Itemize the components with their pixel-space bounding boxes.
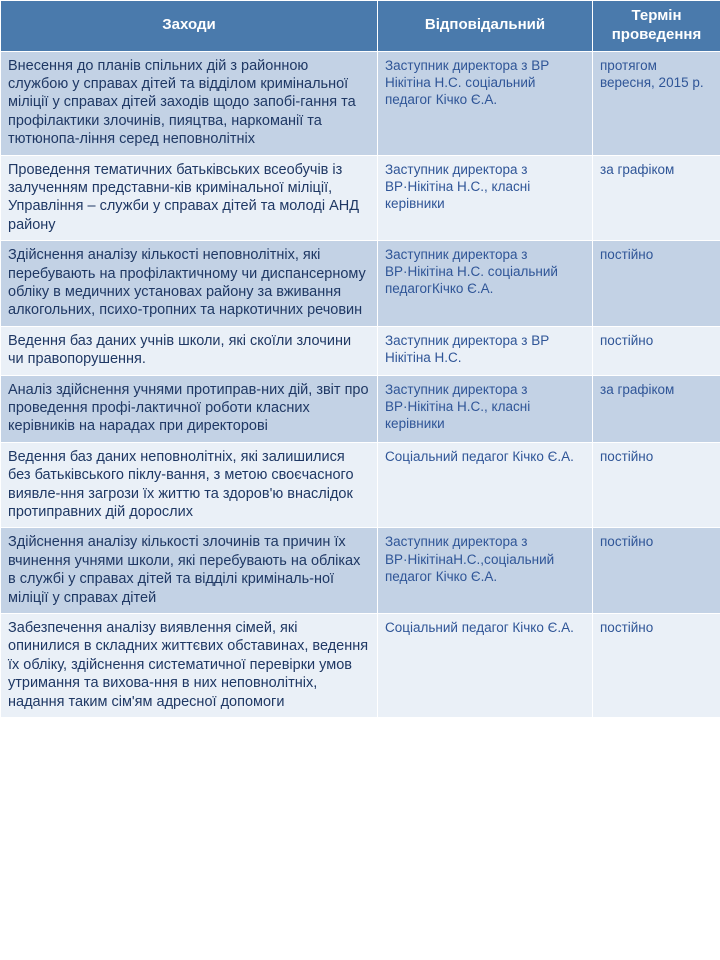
- cell-measure: Внесення до планів спільних дій з районною службою у справах дітей та відділом кримінальної міліції у справах дітей заходів щодо запобі-гання та профілактики злочинів, пияцтва, наркоманії та тютюнопа-ління серед неповнолітніх: [1, 51, 378, 155]
- table-header-row: [1, 1, 720, 52]
- cell-term: постійно: [593, 241, 720, 327]
- cell-term: постійно: [593, 528, 720, 614]
- cell-term: постійно: [593, 614, 720, 718]
- cell-term: постійно: [593, 326, 720, 375]
- column-header-measure: Заходи: [1, 1, 378, 52]
- table-row: [1, 375, 720, 442]
- cell-measure: Здійснення аналізу кількості неповнолітніх, які перебувають на профілактичному чи диспансерному обліку в медичних установах району за вживання алкогольних, психо-тропних та наркотичних речовин: [1, 241, 378, 327]
- table-row: [1, 326, 720, 375]
- cell-responsible: Соціальний педагог Кічко Є.А.: [378, 614, 593, 718]
- table-row: [1, 155, 720, 241]
- cell-term: за графіком: [593, 155, 720, 241]
- cell-responsible: Соціальний педагог Кічко Є.А.: [378, 442, 593, 528]
- cell-term: постійно: [593, 442, 720, 528]
- table-row: [1, 51, 720, 155]
- cell-measure: Проведення тематичних батьківських всеобучів із залученням представни-ків кримінальної міліції, Управління – служби у справах дітей та молоді АНД району: [1, 155, 378, 241]
- table-row: [1, 241, 720, 327]
- table-row: [1, 614, 720, 718]
- cell-responsible: Заступник директора з ВР·Нікітіна Н.С., класні керівники: [378, 375, 593, 442]
- cell-measure: Здійснення аналізу кількості злочинів та причин їх вчинення учнями школи, які перебувають на обліках в службі у справах дітей та відділі криміналь-ної міліції у справах дітей: [1, 528, 378, 614]
- cell-responsible: Заступник директора з ВР Нікітіна Н.С.: [378, 326, 593, 375]
- cell-measure: Забезпечення аналізу виявлення сімей, які опинилися в складних життєвих обставинах, ведення їх обліку, здійснення систематичної перевірки умов утримання та вихова-ння в них неповнолітніх, надання таким сім'ям адресної допомоги: [1, 614, 378, 718]
- column-header-term: Термін проведення: [593, 1, 720, 52]
- cell-responsible: Заступник директора з ВР·НікітінаН.С.,соціальний педагог Кічко Є.А.: [378, 528, 593, 614]
- table-row: [1, 442, 720, 528]
- cell-responsible: Заступник директора з ВР Нікітіна Н.С. соціальний педагог Кічко Є.А.: [378, 51, 593, 155]
- table-header: [1, 1, 720, 52]
- cell-term: протягом вересня, 2015 р.: [593, 51, 720, 155]
- cell-responsible: Заступник директора з ВР·Нікітіна Н.С., класні керівники: [378, 155, 593, 241]
- cell-term: за графіком: [593, 375, 720, 442]
- cell-measure: Аналіз здійснення учнями протиправ-них дій, звіт про проведення профі-лактичної роботи класних керівників на нарадах при директорові: [1, 375, 378, 442]
- table-body: [1, 51, 720, 718]
- cell-responsible: Заступник директора з ВР·Нікітіна Н.С. соціальний педагогКічко Є.А.: [378, 241, 593, 327]
- table-row: [1, 528, 720, 614]
- cell-measure: Ведення баз даних учнів школи, які скоїли злочини чи правопорушення.: [1, 326, 378, 375]
- column-header-responsible: Відповідальний: [378, 1, 593, 52]
- cell-measure: Ведення баз даних неповнолітніх, які залишилися без батьківського піклу-вання, з метою своєчасного виявле-ння загрози їх життю та здоров'ю внаслідок протиправних дій дорослих: [1, 442, 378, 528]
